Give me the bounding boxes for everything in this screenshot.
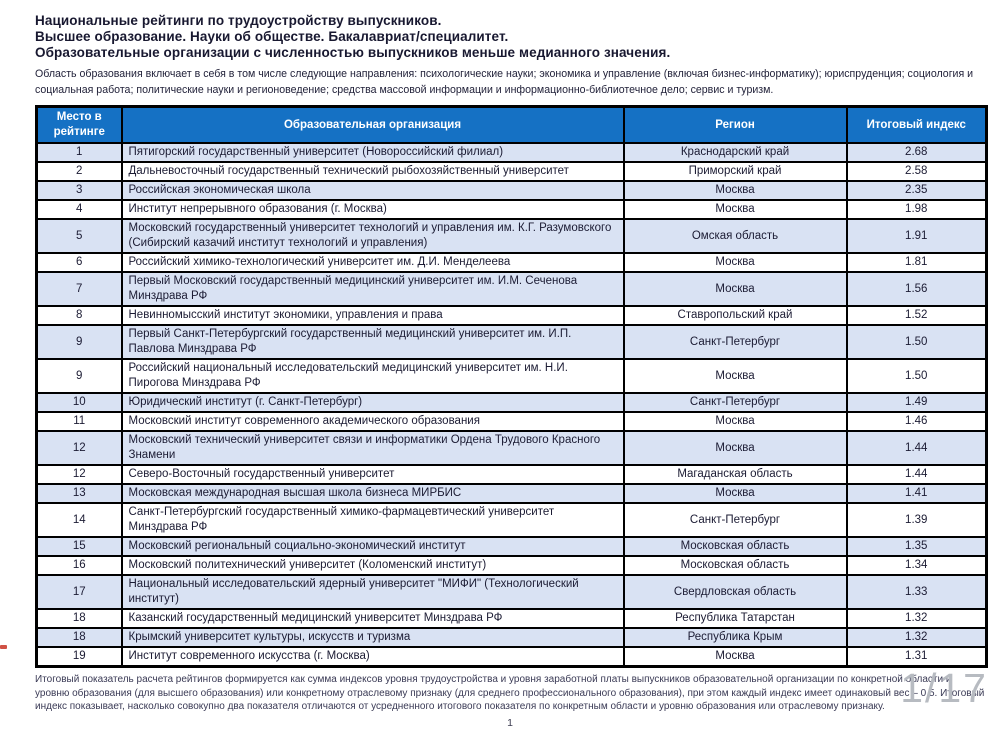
cell-org: Национальный исследовательский ядерный университет "МИФИ" (Технологический институт): [122, 575, 624, 609]
cell-index: 1.35: [847, 537, 987, 556]
table-row: [37, 219, 987, 253]
cell-region: Республика Татарстан: [624, 609, 847, 628]
cell-org: Первый Московский государственный медицинский университет им. И.М. Сеченова Минздрава РФ: [122, 272, 624, 306]
cell-rank: 10: [37, 393, 122, 412]
cell-index: 1.91: [847, 219, 987, 253]
cell-rank: 11: [37, 412, 122, 431]
ranking-table-head: [37, 107, 987, 144]
cell-region: Москва: [624, 647, 847, 667]
cell-index: 1.98: [847, 200, 987, 219]
cell-rank: 12: [37, 465, 122, 484]
cell-rank: 15: [37, 537, 122, 556]
cell-rank: 2: [37, 162, 122, 181]
cell-index: 1.41: [847, 484, 987, 503]
cell-rank: 8: [37, 306, 122, 325]
cell-index: 1.52: [847, 306, 987, 325]
table-row: [37, 556, 987, 575]
cell-rank: 6: [37, 253, 122, 272]
title-line-1: Национальные рейтинги по трудоустройству выпускников.: [35, 13, 442, 28]
cell-org: Московский региональный социально-экономический институт: [122, 537, 624, 556]
cell-region: Приморский край: [624, 162, 847, 181]
cell-rank: 19: [37, 647, 122, 667]
cell-index: 1.50: [847, 359, 987, 393]
subtitle-text: Область образования включает в себя в том числе следующие направления: психологические науки; экономика и управление (включая бизнес-информатику); юриспруденция; социология и социальная работа; политические науки и регионоведение; средства массовой информации и информационно-библиотечное дело; сервис и туризм.: [35, 68, 974, 96]
cell-org: Институт непрерывного образования (г. Москва): [122, 200, 624, 219]
col-header-index: Итоговый индекс: [847, 107, 987, 144]
ranking-table: [35, 105, 988, 668]
cell-org: Пятигорский государственный университет (Новороссийский филиал): [122, 143, 624, 162]
cell-rank: 18: [37, 609, 122, 628]
cell-org: Московский институт современного академического образования: [122, 412, 624, 431]
col-header-org: Образовательная организация: [122, 107, 624, 144]
cell-org: Юридический институт (г. Санкт-Петербург): [122, 393, 624, 412]
table-row: [37, 162, 987, 181]
table-row: [37, 143, 987, 162]
cell-region: Москва: [624, 359, 847, 393]
table-row: [37, 609, 987, 628]
table-row: [37, 465, 987, 484]
cell-region: Омская область: [624, 219, 847, 253]
cell-region: Ставропольский край: [624, 306, 847, 325]
cell-org: Невинномысский институт экономики, управления и права: [122, 306, 624, 325]
cell-org: Российский химико-технологический университет им. Д.И. Менделеева: [122, 253, 624, 272]
title-line-3: Образовательные организации с численностью выпускников меньше медианного значения.: [35, 45, 671, 60]
cell-rank: 9: [37, 325, 122, 359]
cell-org: Северо-Восточный государственный университет: [122, 465, 624, 484]
page-indicator: 1/17: [900, 665, 988, 711]
cell-index: 1.39: [847, 503, 987, 537]
cell-region: Москва: [624, 431, 847, 465]
cell-index: 1.50: [847, 325, 987, 359]
table-row: [37, 359, 987, 393]
cell-region: Краснодарский край: [624, 143, 847, 162]
cell-rank: 7: [37, 272, 122, 306]
cell-index: 1.44: [847, 465, 987, 484]
cell-region: Москва: [624, 181, 847, 200]
cell-rank: 13: [37, 484, 122, 503]
cell-index: 1.33: [847, 575, 987, 609]
cell-rank: 3: [37, 181, 122, 200]
col-header-region: Регион: [624, 107, 847, 144]
cell-index: 2.68: [847, 143, 987, 162]
cell-region: Москва: [624, 253, 847, 272]
table-row: [37, 484, 987, 503]
table-row: [37, 647, 987, 667]
cell-rank: 4: [37, 200, 122, 219]
col-header-rank: Место в рейтинге: [37, 107, 122, 144]
table-row: [37, 272, 987, 306]
cell-org: Российский национальный исследовательский медицинский университет им. Н.И. Пирогова Минздрава РФ: [122, 359, 624, 393]
cell-region: Магаданская область: [624, 465, 847, 484]
cell-org: Московская международная высшая школа бизнеса МИРБИС: [122, 484, 624, 503]
cell-rank: 1: [37, 143, 122, 162]
cell-rank: 16: [37, 556, 122, 575]
cell-index: 2.35: [847, 181, 987, 200]
cell-index: 1.32: [847, 609, 987, 628]
table-row: [37, 181, 987, 200]
cell-region: Санкт-Петербург: [624, 393, 847, 412]
table-row: [37, 537, 987, 556]
table-row: [37, 628, 987, 647]
cell-org: Российская экономическая школа: [122, 181, 624, 200]
table-row: [37, 200, 987, 219]
cell-region: Московская область: [624, 556, 847, 575]
table-row: [37, 503, 987, 537]
cell-org: Московский политехнический университет (Коломенский институт): [122, 556, 624, 575]
cell-region: Москва: [624, 272, 847, 306]
cell-org: Первый Санкт-Петербургский государственный медицинский университет им. И.П. Павлова Минздрава РФ: [122, 325, 624, 359]
cell-region: Москва: [624, 412, 847, 431]
cell-index: 1.34: [847, 556, 987, 575]
cell-index: 1.46: [847, 412, 987, 431]
table-row: [37, 575, 987, 609]
cell-index: 1.32: [847, 628, 987, 647]
cell-org: Московский государственный университет технологий и управления им. К.Г. Разумовского (Сибирский казачий институт технологий и управления): [122, 219, 624, 253]
page-number: 1: [507, 716, 513, 729]
table-row: [37, 431, 987, 465]
cell-region: Московская область: [624, 537, 847, 556]
cell-rank: 9: [37, 359, 122, 393]
table-row: [37, 325, 987, 359]
table-row: [37, 393, 987, 412]
cell-region: Санкт-Петербург: [624, 325, 847, 359]
footnote-text: Итоговый показатель расчета рейтингов формируется как сумма индексов уровня трудоустройства и уровня заработной платы выпускников образовательной организации по конкретной области и уровню образования (для высшего образования) или конкретному отраслевому признаку (для среднего профессионального образования), при этом каждый индекс имеет одинаковый вес – 0,5. Итоговый индекс показывает, насколько совокупно два показателя отличаются от усредненного итогового показателя по конкретным области и уровню образования или отраслевому признаку.: [35, 674, 985, 712]
cell-rank: 12: [37, 431, 122, 465]
cell-region: Свердловская область: [624, 575, 847, 609]
cell-index: 1.56: [847, 272, 987, 306]
table-row: [37, 412, 987, 431]
cell-org: Санкт-Петербургский государственный химико-фармацевтический университет Минздрава РФ: [122, 503, 624, 537]
table-row: [37, 306, 987, 325]
cell-region: Санкт-Петербург: [624, 503, 847, 537]
cell-rank: 14: [37, 503, 122, 537]
cell-rank: 5: [37, 219, 122, 253]
cell-index: 1.49: [847, 393, 987, 412]
header-row: [37, 107, 987, 144]
title-line-2: Высшее образование. Науки об обществе. Бакалавриат/специалитет.: [35, 29, 509, 44]
cell-region: Москва: [624, 484, 847, 503]
cell-org: Московский технический университет связи и информатики Ордена Трудового Красного Знамени: [122, 431, 624, 465]
table-row: [37, 253, 987, 272]
cell-org: Институт современного искусства (г. Москва): [122, 647, 624, 667]
cell-rank: 18: [37, 628, 122, 647]
cell-org: Казанский государственный медицинский университет Минздрава РФ: [122, 609, 624, 628]
ranking-table-body: [37, 143, 987, 667]
document-header: [35, 13, 974, 98]
red-mark: [0, 645, 7, 649]
cell-index: 2.58: [847, 162, 987, 181]
cell-index: 1.81: [847, 253, 987, 272]
cell-region: Москва: [624, 200, 847, 219]
cell-org: Дальневосточный государственный технический рыбохозяйственный университет: [122, 162, 624, 181]
cell-org: Крымский университет культуры, искусств и туризма: [122, 628, 624, 647]
cell-index: 1.44: [847, 431, 987, 465]
cell-rank: 17: [37, 575, 122, 609]
cell-index: 1.31: [847, 647, 987, 667]
cell-region: Республика Крым: [624, 628, 847, 647]
